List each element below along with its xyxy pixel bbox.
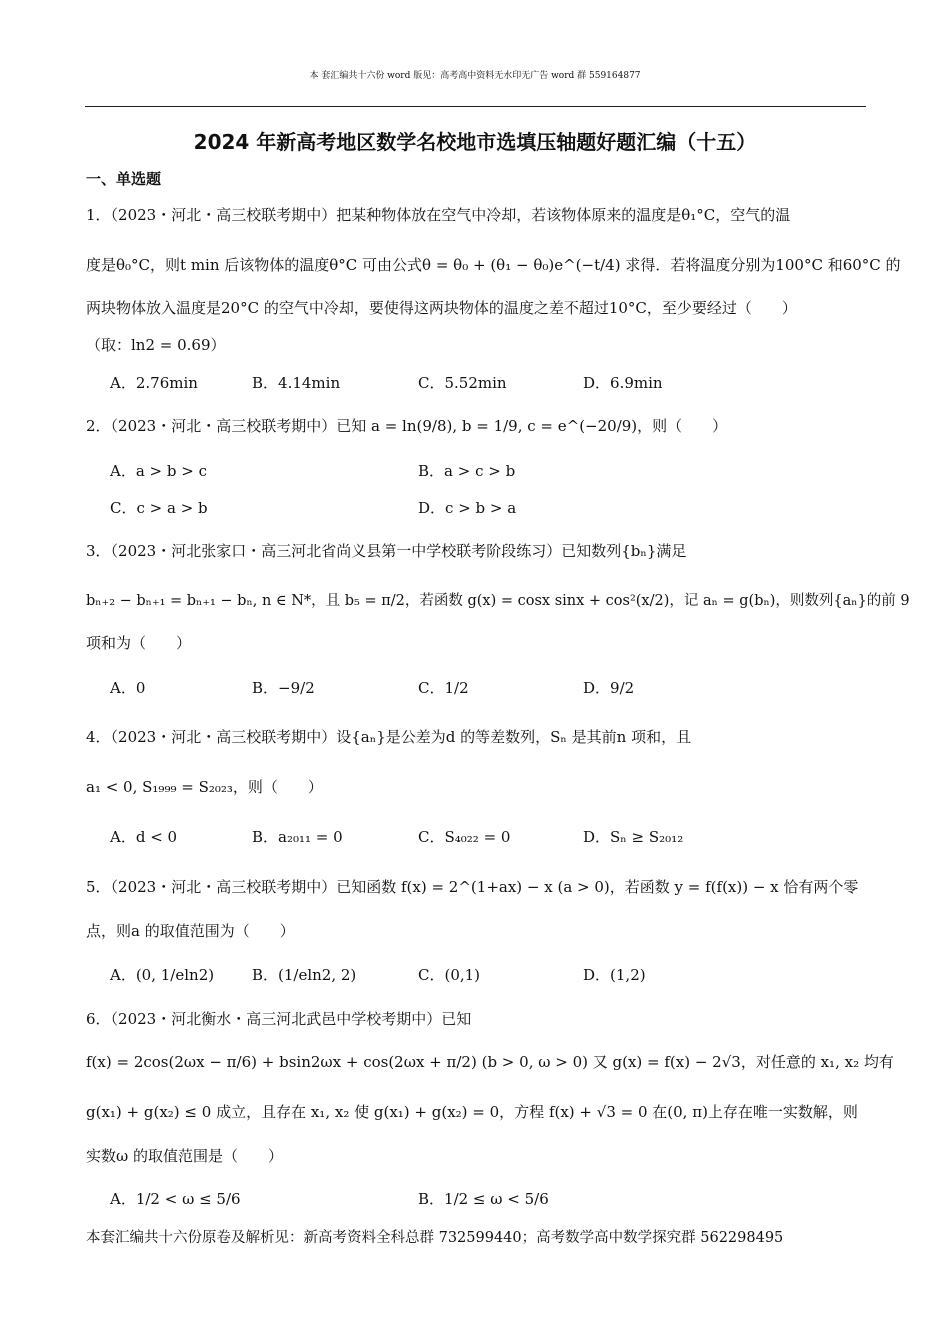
section-heading: 一、单选题 bbox=[86, 170, 162, 188]
q6-line-3: g(x₁) + g(x₂) ≤ 0 成立，且存在 x₁, x₂ 使 g(x₁) + g(x₂) = 0，方程 f(x) + √3 = 0 在(0, π)上存在唯一实数解，则 bbox=[86, 1103, 858, 1121]
q1-line-4: （取：ln2 = 0.69） bbox=[86, 336, 226, 354]
q6-line-4: 实数ω 的取值范围是（ ） bbox=[86, 1147, 284, 1165]
q1-option-a: A．2.76min bbox=[110, 374, 198, 392]
page-title: 2024 年新高考地区数学名校地市选填压轴题好题汇编（十五） bbox=[193, 130, 757, 154]
q3-line-2: bₙ₊₂ − bₙ₊₁ = bₙ₊₁ − bₙ, n ∈ N*，且 b₅ = π/2，若函数 g(x) = cosx sinx + cos²(x/2)，记 aₙ = g(bₙ)，则数列{aₙ}的前 9 bbox=[86, 593, 910, 609]
q2-option-c: C．c > a > b bbox=[110, 499, 208, 517]
q3-option-b: B．−9/2 bbox=[252, 679, 315, 697]
q1-line-3: 两块物体放入温度是20°C 的空气中冷却，要使得这两块物体的温度之差不超过10°C，至少要经过（ ） bbox=[86, 299, 797, 317]
q5-line-1: 5．（2023・河北・高三校联考期中）已知函数 f(x) = 2^(1+ax) − x (a > 0)，若函数 y = f(f(x)) − x 恰有两个零 bbox=[86, 878, 859, 896]
q5-option-c: C．(0,1) bbox=[418, 966, 481, 984]
q6-line-2: f(x) = 2cos(2ωx − π/6) + bsin2ωx + cos(2ωx + π/2) (b > 0, ω > 0) 又 g(x) = f(x) − 2√3，对任意的 x₁, x₂ 均有 bbox=[86, 1053, 894, 1071]
q2-option-a: A．a > b > c bbox=[110, 462, 207, 480]
q4-line-2: a₁ < 0, S₁₉₉₉ = S₂₀₂₃，则（ ） bbox=[86, 778, 323, 796]
q6-option-a: A．1/2 < ω ≤ 5/6 bbox=[110, 1190, 241, 1208]
q3-line-3: 项和为（ ） bbox=[86, 634, 192, 652]
q3-line-1: 3．（2023・河北张家口・高三河北省尚义县第一中学校联考阶段练习）已知数列{bₙ}满足 bbox=[86, 542, 687, 560]
q6-line-1: 6．（2023・河北衡水・高三河北武邑中学校考期中）已知 bbox=[86, 1010, 472, 1028]
q1-line-1: 1．（2023・河北・高三校联考期中）把某种物体放在空气中冷却，若该物体原来的温度是θ₁°C，空气的温 bbox=[86, 206, 791, 224]
q2-option-d: D．c > b > a bbox=[418, 499, 517, 517]
q3-option-a: A．0 bbox=[110, 679, 146, 697]
q4-option-d: D．Sₙ ≥ S₂₀₁₂ bbox=[583, 828, 684, 846]
page-footer: 本套汇编共十六份原卷及解析见：新高考资料全科总群 732599440；高考数学高中数学探究群 562298495 bbox=[86, 1230, 784, 1246]
page-header: 本 套汇编共十六份 word 版见：高考高中资料无水印无广告 word 群 559164877 bbox=[309, 71, 641, 81]
q4-line-1: 4．（2023・河北・高三校联考期中）设{aₙ}是公差为d 的等差数列，Sₙ 是其前n 项和，且 bbox=[86, 728, 692, 746]
q3-option-c: C．1/2 bbox=[418, 679, 469, 697]
q5-option-b: B．(1/eln2, 2) bbox=[252, 966, 357, 984]
q6-option-b: B．1/2 ≤ ω < 5/6 bbox=[418, 1190, 549, 1208]
header-rule bbox=[85, 106, 866, 107]
q1-line-2: 度是θ₀°C，则t min 后该物体的温度θ°C 可由公式θ = θ₀ + (θ₁ − θ₀)e^(−t/4) 求得．若将温度分别为100°C 和60°C 的 bbox=[86, 256, 901, 274]
q5-option-a: A．(0, 1/eln2) bbox=[110, 966, 215, 984]
q1-option-d: D．6.9min bbox=[583, 374, 663, 392]
q4-option-b: B．a₂₀₁₁ = 0 bbox=[252, 828, 343, 846]
q1-option-b: B．4.14min bbox=[252, 374, 341, 392]
q1-option-c: C．5.52min bbox=[418, 374, 507, 392]
q4-option-a: A．d < 0 bbox=[110, 828, 178, 846]
q2-line-1: 2．（2023・河北・高三校联考期中）已知 a = ln(9/8), b = 1/9, c = e^(−20/9)，则（ ） bbox=[86, 417, 728, 435]
q4-option-c: C．S₄₀₂₂ = 0 bbox=[418, 828, 511, 846]
q5-option-d: D．(1,2) bbox=[583, 966, 646, 984]
q3-option-d: D．9/2 bbox=[583, 679, 635, 697]
q5-line-2: 点，则a 的取值范围为（ ） bbox=[86, 922, 295, 940]
q2-option-b: B．a > c > b bbox=[418, 462, 516, 480]
